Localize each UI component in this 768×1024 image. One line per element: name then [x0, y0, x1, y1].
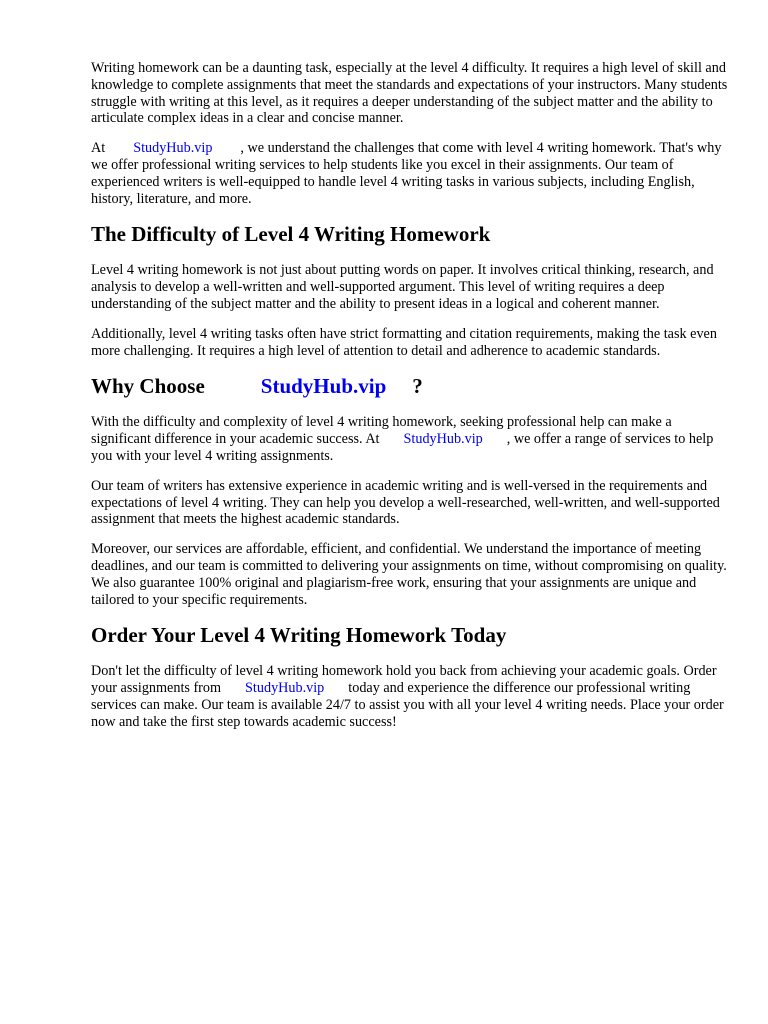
studyhub-link[interactable]: StudyHub.vip: [133, 140, 213, 157]
difficulty-paragraph-1: Level 4 writing homework is not just about putting words on paper. It involves critical thinking, research, and analysis to develop a well-written and well-supported argument. This level of writing requires a deep understanding of the subject matter and the ability to present ideas in a logical and coherent manner.: [91, 262, 714, 312]
studyhub-link[interactable]: StudyHub.vip: [403, 431, 483, 448]
why-p1-suffix: , we offer a range of services to help you with your level 4 writing assignments.: [91, 431, 714, 464]
why-choose-paragraph-1: [91, 414, 731, 464]
document-page: [91, 60, 731, 744]
intro-paragraph-2: [91, 140, 731, 207]
studyhub-heading-link[interactable]: StudyHub.vip: [260, 374, 387, 399]
order-p1-prefix: Don't let the difficulty of level 4 writing homework hold you back from achieving your academic goals. Order your assignments from: [91, 663, 717, 697]
difficulty-paragraph-2: Additionally, level 4 writing tasks often have strict formatting and citation requirements, making the task even more challenging. It requires a high level of attention to detail and adherence to academic standards.: [91, 325, 717, 359]
section-heading-why-choose: [91, 373, 731, 399]
section-heading-difficulty: The Difficulty of Level 4 Writing Homework: [91, 222, 491, 247]
why-choose-paragraph-3: Moreover, our services are affordable, efficient, and confidential. We understand the importance of meeting deadlines, and our team is committed to delivering your assignments on time, without compromising on quality. We also guarantee 100% original and plagiarism-free work, ensuring that your assignments are unique and tailored to your specific requirements.: [91, 541, 727, 608]
why-choose-prefix: Why Choose: [91, 374, 205, 399]
order-p1-suffix: today and experience the difference our professional writing services can make. Our team is available 24/7 to assist you with all your level 4 writing needs. Place your order now and take the first step towards academic success!: [91, 680, 724, 730]
section-heading-order: Order Your Level 4 Writing Homework Today: [91, 623, 507, 648]
why-choose-paragraph-2: Our team of writers has extensive experience in academic writing and is well-versed in the requirements and expectations of level 4 writing. They can help you develop a well-researched, well-written, and well-supported assignment that meets the highest academic standards.: [91, 477, 720, 528]
intro-p2-suffix: , we understand the challenges that come with level 4 writing homework. That's why we offer professional writing services to help students like you excel in their assignments. Our team of experienced writers is well-equipped to handle level 4 writing tasks in various subjects, including English, history, literature, and more.: [91, 140, 722, 207]
intro-p2-prefix: At: [91, 140, 106, 157]
why-p1-prefix: With the difficulty and complexity of level 4 writing homework, seeking professional help can make a significant difference in your academic success. At: [91, 414, 672, 448]
order-paragraph-1: [91, 663, 731, 730]
why-choose-suffix: ?: [412, 374, 423, 399]
studyhub-link[interactable]: StudyHub.vip: [245, 680, 325, 697]
intro-paragraph-1: Writing homework can be a daunting task, especially at the level 4 difficulty. It requires a high level of skill and knowledge to complete assignments that meet the standards and expectations of your instructors. Many students struggle with writing at this level, as it requires a deeper understanding of the subject matter and the ability to articulate complex ideas in a clear and concise manner.: [91, 60, 728, 127]
